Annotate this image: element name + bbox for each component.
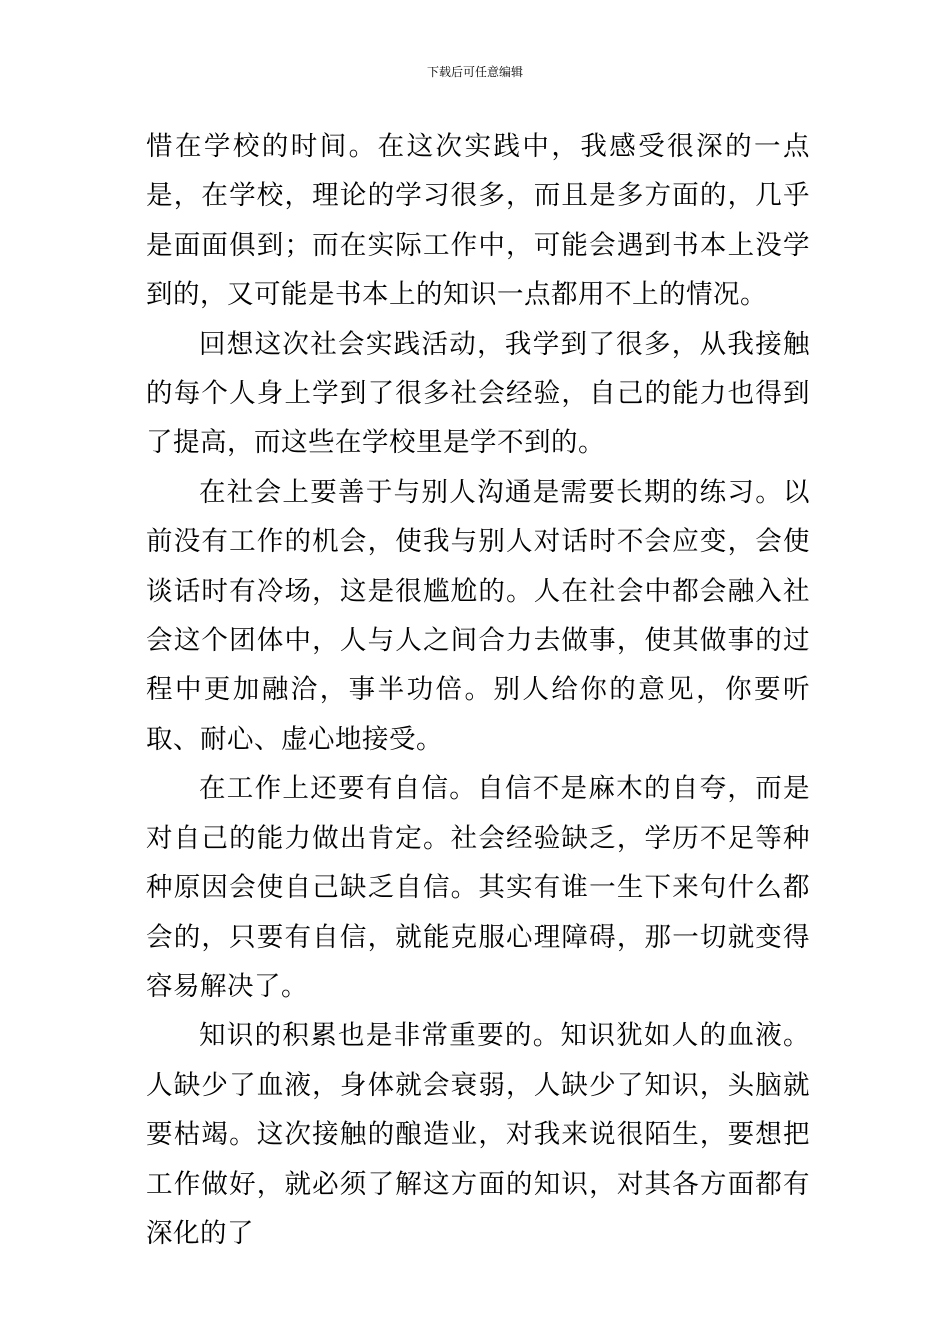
document-body [146, 122, 810, 1258]
paragraph-5: 知识的积累也是非常重要的。知识犹如人的血液。人缺少了血液，身体就会衰弱，人缺少了知识，头脑就要枯竭。这次接触的酿造业，对我来说很陌生，要想把工作做好，就必须了解这方面的知识，对其各方面都有深化的了 [146, 1020, 810, 1249]
paragraph-2: 回想这次社会实践活动，我学到了很多，从我接触的每个人身上学到了很多社会经验，自己的能力也得到了提高，而这些在学校里是学不到的。 [146, 328, 810, 459]
paragraph-1: 惜在学校的时间。在这次实践中，我感受很深的一点是，在学校，理论的学习很多，而且是多方面的，几乎是面面俱到；而在实际工作中，可能会遇到书本上没学到的，又可能是书本上的知识一点都用不上的情况。 [146, 131, 810, 311]
paragraph-3: 在社会上要善于与别人沟通是需要长期的练习。以前没有工作的机会，使我与别人对话时不会应变，会使谈话时有冷场，这是很尴尬的。人在社会中都会融入社会这个团体中，人与人之间合力去做事，使其做事的过程中更加融洽，事半功倍。别人给你的意见，你要听取、耐心、虚心地接受。 [146, 476, 810, 755]
paragraph-4: 在工作上还要有自信。自信不是麻木的自夸，而是对自己的能力做出肯定。社会经验缺乏，学历不足等种种原因会使自己缺乏自信。其实有谁一生下来句什么都会的，只要有自信，就能克服心理障碍，那一切就变得容易解决了。 [146, 773, 810, 1002]
page-header: 下载后可任意编辑 [426, 65, 523, 79]
